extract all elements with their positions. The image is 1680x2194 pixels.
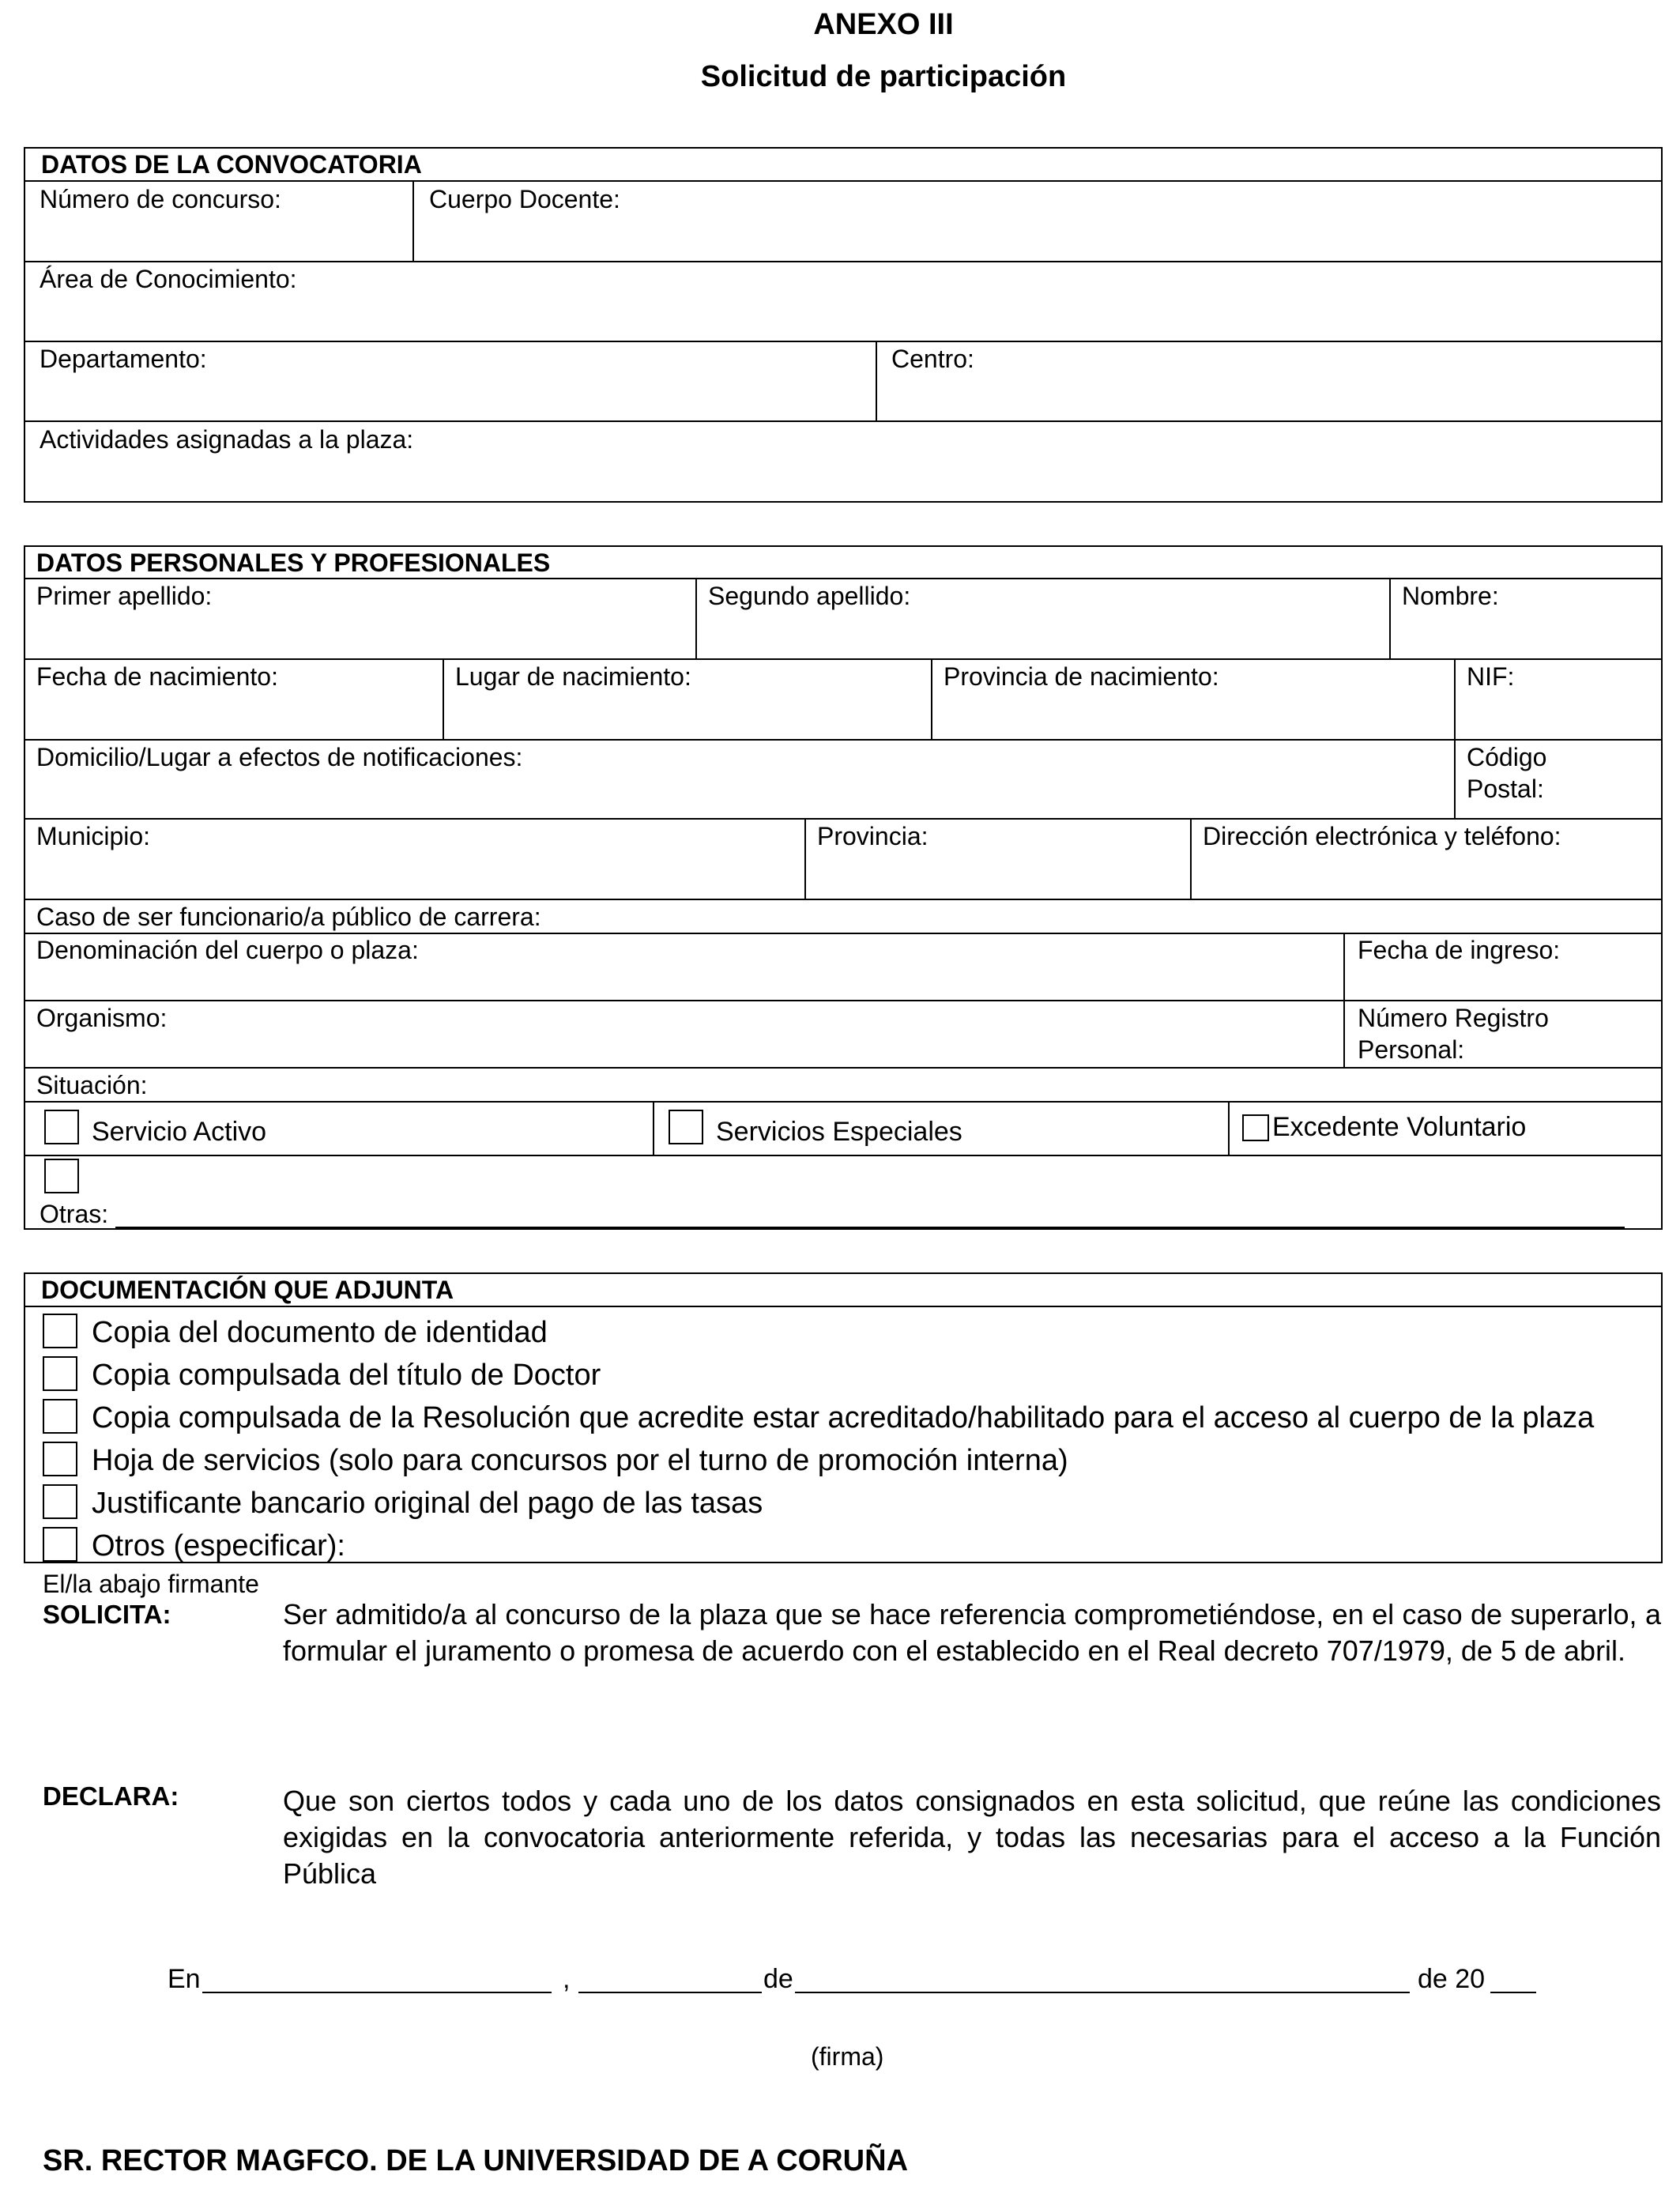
divider: [443, 658, 444, 739]
firma-label: (firma): [811, 2042, 884, 2071]
divider: [653, 1101, 654, 1155]
firmante-label: El/la abajo firmante: [43, 1570, 259, 1598]
divider: [931, 658, 932, 739]
field-municipio[interactable]: Municipio:: [36, 822, 151, 850]
field-denominacion[interactable]: Denominación del cuerpo o plaza:: [36, 936, 419, 964]
divider: [24, 739, 1663, 741]
doc-otros-label: Otros (especificar):: [92, 1529, 345, 1563]
field-domicilio[interactable]: Domicilio/Lugar a efectos de notificaciones:: [36, 743, 523, 771]
fecha-de: de: [763, 1964, 793, 1994]
divider: [804, 818, 806, 899]
fecha-en: En: [168, 1964, 201, 1994]
field-nif[interactable]: NIF:: [1467, 662, 1515, 691]
field-primer-apellido[interactable]: Primer apellido:: [36, 582, 213, 610]
declara-label: DECLARA:: [43, 1781, 179, 1811]
divider: [24, 420, 1663, 422]
divider: [1389, 578, 1391, 658]
field-nombre[interactable]: Nombre:: [1402, 582, 1499, 610]
field-centro[interactable]: Centro:: [891, 345, 974, 373]
doc-hoja-servicios-label: Hoja de servicios (solo para concursos por el turno de promoción interna): [92, 1444, 1068, 1477]
field-fecha-nacimiento[interactable]: Fecha de nacimiento:: [36, 662, 278, 691]
otras-label: Otras:: [40, 1200, 109, 1228]
fecha-de20: de 20: [1418, 1964, 1486, 1994]
field-cuerpo-docente[interactable]: Cuerpo Docente:: [429, 185, 620, 213]
field-numero-concurso[interactable]: Número de concurso:: [40, 185, 281, 213]
doc-resolucion-checkbox[interactable]: [43, 1399, 77, 1434]
servicio-activo-label: Servicio Activo: [92, 1117, 267, 1147]
declara-text: Que son ciertos todos y cada uno de los datos consignados en esta solicitud, que reúne las condiciones exigidas en la convocatoria anteriormente referida, y todas las necesarias para el acceso a la Función Pública: [283, 1785, 1661, 1890]
doc-titulo-doctor-label: Copia compulsada del título de Doctor: [92, 1359, 601, 1392]
divider: [24, 899, 1663, 900]
divider: [1454, 658, 1456, 818]
personales-heading: DATOS PERSONALES Y PROFESIONALES: [36, 548, 551, 577]
divider: [876, 341, 877, 421]
field-direccion-telefono[interactable]: Dirección electrónica y teléfono:: [1203, 822, 1561, 850]
doc-otros-checkbox[interactable]: [43, 1527, 77, 1562]
field-organismo[interactable]: Organismo:: [36, 1004, 168, 1032]
field-area-conocimiento[interactable]: Área de Conocimiento:: [40, 265, 297, 293]
doc-identidad-checkbox[interactable]: [43, 1314, 77, 1348]
doc-resolucion-label: Copia compulsada de la Resolución que acredite estar acreditado/habilitado para el acceso al cuerpo de la plaza: [92, 1401, 1595, 1434]
field-provincia-nacimiento[interactable]: Provincia de nacimiento:: [944, 662, 1219, 691]
servicio-activo-checkbox[interactable]: [44, 1110, 79, 1144]
divider: [24, 578, 1663, 579]
field-departamento[interactable]: Departamento:: [40, 345, 207, 373]
codigo-postal-line1: Código: [1467, 743, 1547, 771]
field-codigo-postal[interactable]: [1467, 741, 1546, 805]
annex-title: ANEXO III: [813, 8, 954, 41]
divider: [24, 1155, 1663, 1156]
codigo-postal-line2: Postal:: [1467, 775, 1544, 803]
divider: [24, 341, 1663, 342]
doc-hoja-servicios-checkbox[interactable]: [43, 1442, 77, 1476]
divider: [24, 1000, 1663, 1001]
doc-justificante-checkbox[interactable]: [43, 1484, 77, 1519]
field-actividades[interactable]: Actividades asignadas a la plaza:: [40, 425, 414, 454]
excedente-voluntario-checkbox[interactable]: [1242, 1114, 1269, 1141]
field-provincia[interactable]: Provincia:: [817, 822, 929, 850]
funcionario-label: Caso de ser funcionario/a público de carrera:: [36, 903, 541, 931]
divider: [24, 1101, 1663, 1103]
solicita-label: SOLICITA:: [43, 1600, 171, 1629]
divider: [24, 1306, 1663, 1307]
otras-input-line[interactable]: [115, 1227, 1625, 1229]
doc-titulo-doctor-checkbox[interactable]: [43, 1356, 77, 1391]
situacion-label: Situación:: [36, 1071, 148, 1099]
divider: [24, 818, 1663, 820]
divider: [1190, 818, 1192, 899]
fecha-dia-input[interactable]: [578, 1992, 762, 1993]
solicita-text: Ser admitido/a al concurso de la plaza que se hace referencia comprometiéndose, en el caso de superarlo, a formular el juramento o promesa de acuerdo con el establecido en el Real decreto 707/1979, de 5 de abril.: [283, 1598, 1661, 1667]
field-segundo-apellido[interactable]: Segundo apellido:: [708, 582, 911, 610]
field-numero-registro[interactable]: [1358, 1002, 1549, 1065]
registro-line1: Número Registro: [1358, 1004, 1549, 1032]
divider: [1228, 1101, 1230, 1155]
field-fecha-ingreso[interactable]: Fecha de ingreso:: [1358, 936, 1561, 964]
divider: [24, 180, 1663, 182]
divider: [24, 1067, 1663, 1069]
excedente-voluntario-label: Excedente Voluntario: [1272, 1112, 1527, 1142]
doc-identidad-label: Copia del documento de identidad: [92, 1316, 548, 1349]
servicios-especiales-label: Servicios Especiales: [716, 1117, 962, 1147]
page-title: Solicitud de participación: [700, 60, 1067, 93]
registro-line2: Personal:: [1358, 1035, 1465, 1064]
otras-checkbox[interactable]: [44, 1159, 79, 1193]
convocatoria-heading: DATOS DE LA CONVOCATORIA: [41, 150, 422, 179]
field-lugar-nacimiento[interactable]: Lugar de nacimiento:: [455, 662, 691, 691]
divider: [24, 261, 1663, 262]
destinatario: SR. RECTOR MAGFCO. DE LA UNIVERSIDAD DE A CORUÑA: [43, 2144, 909, 2177]
documentacion-heading: DOCUMENTACIÓN QUE ADJUNTA: [41, 1276, 454, 1304]
divider: [695, 578, 697, 658]
divider: [412, 180, 414, 261]
fecha-mes-input[interactable]: [795, 1992, 1410, 1993]
fecha-ano-input[interactable]: [1490, 1992, 1536, 1993]
servicios-especiales-checkbox[interactable]: [669, 1110, 703, 1144]
divider: [24, 658, 1663, 660]
fecha-lugar-input[interactable]: [202, 1992, 552, 1993]
doc-justificante-label: Justificante bancario original del pago de las tasas: [92, 1487, 763, 1520]
fecha-coma: ,: [563, 1964, 571, 1994]
